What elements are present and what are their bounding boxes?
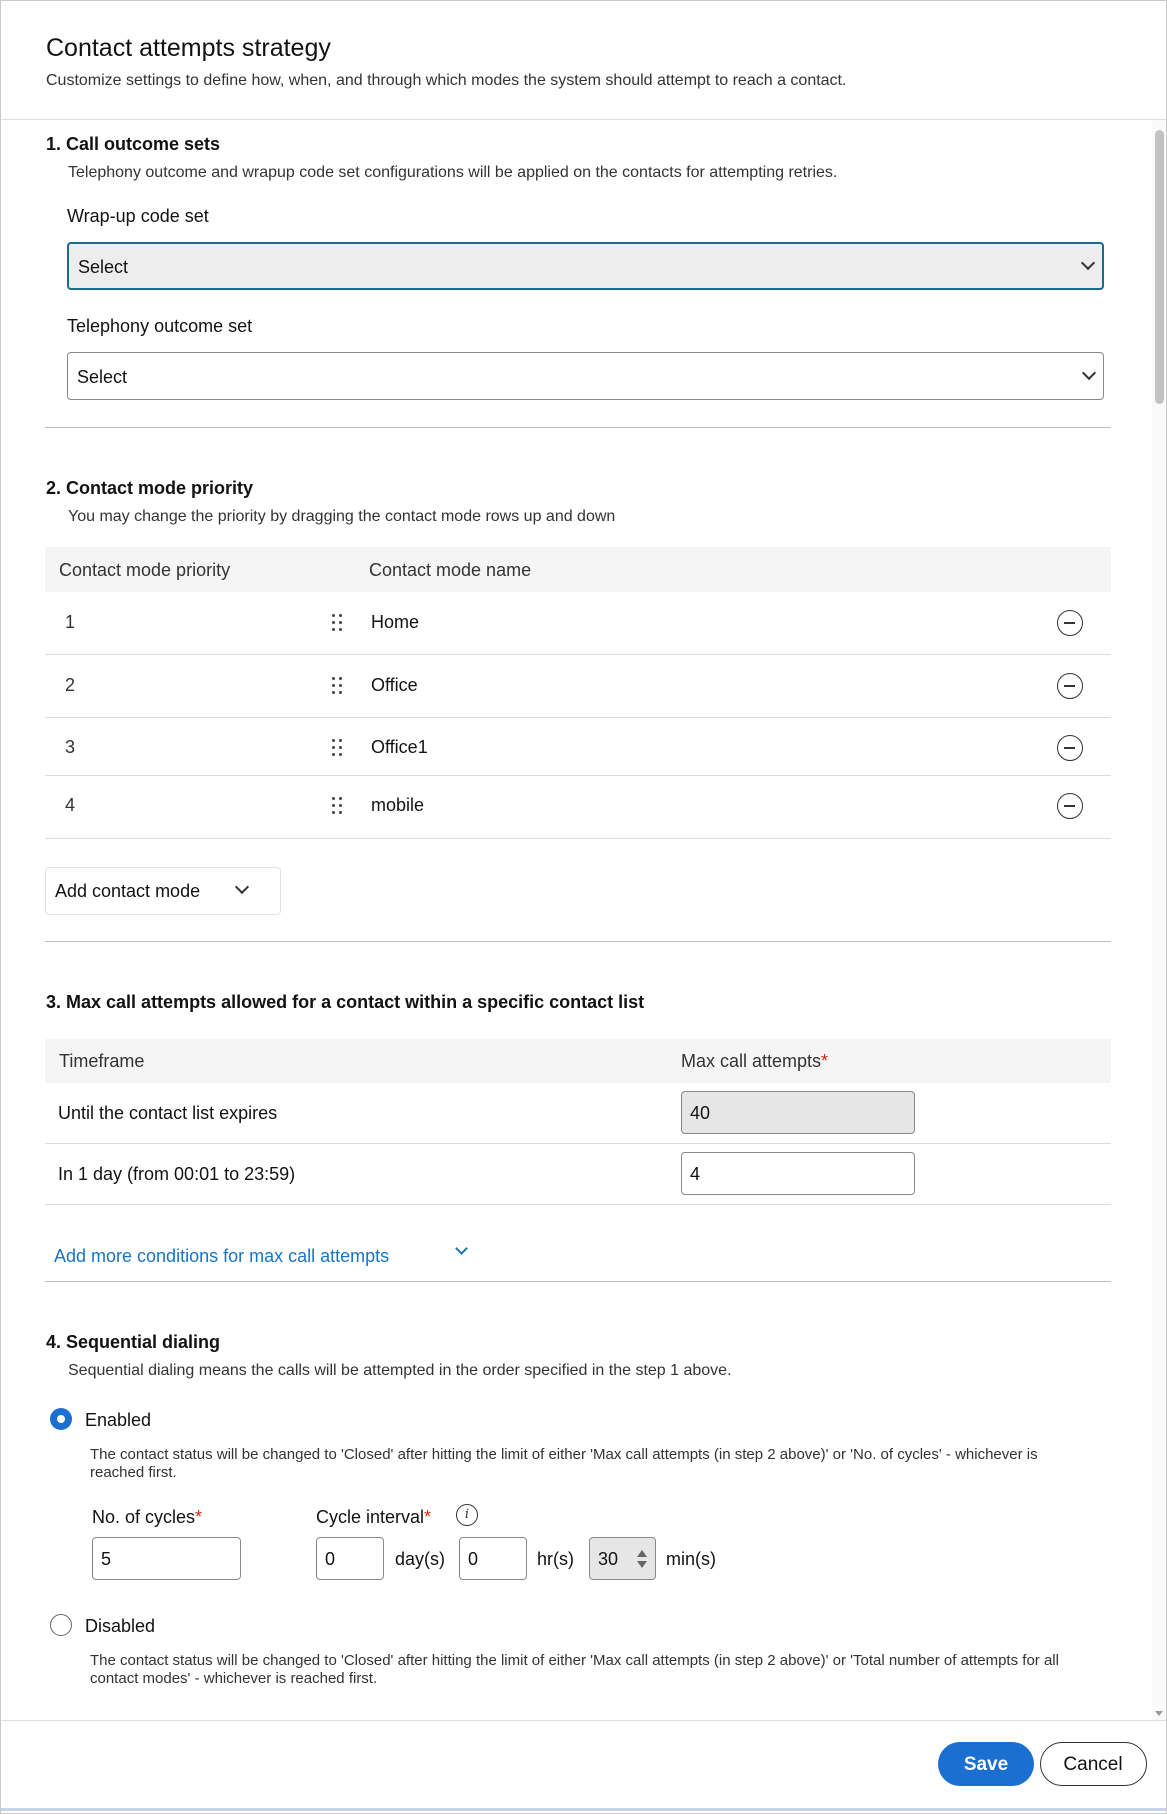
section-subtitle-contact-mode-priority: You may change the priority by dragging the contact mode rows up and down [68,508,616,525]
dialog-header [0,0,1167,120]
column-header-priority: Contact mode priority [59,560,231,580]
contact-mode-name: Home [371,612,420,632]
timeframe-label: In 1 day (from 00:01 to 23:59) [58,1164,296,1184]
column-header-max-attempts [681,1051,828,1072]
required-mark: * [821,1051,829,1071]
table-row[interactable] [45,776,1111,839]
cycles-label-text: No. of cycles [92,1507,196,1527]
contact-mode-name: Office1 [371,737,428,757]
max-attempts-input-per-day[interactable] [681,1152,915,1195]
interval-minutes-value: 30 [598,1549,619,1569]
column-header-mode-name: Contact mode name [369,560,532,580]
cycle-interval-label-text: Cycle interval [316,1507,425,1527]
spinner-up-icon[interactable] [637,1550,647,1557]
max-attempts-value: 4 [690,1164,701,1184]
cycles-value: 5 [101,1549,112,1569]
max-attempts-value: 40 [690,1103,711,1123]
table-row [45,1083,1111,1144]
wrapup-code-set-label: Wrap-up code set [67,206,209,226]
remove-circle-icon[interactable] [1057,610,1083,636]
remove-circle-icon[interactable] [1057,735,1083,761]
interval-hours-input[interactable] [459,1537,527,1580]
disabled-note: The contact status will be changed to 'Closed' after hitting the limit of either 'Max call attempts (in step 2 above)' or 'Total number of attempts for all contact modes' - whichever is reached first. [90,1652,1059,1687]
page-title: Contact attempts strategy [46,34,331,62]
chevron-down-icon [1082,366,1096,380]
cycle-interval-label [316,1507,431,1528]
chevron-down-icon[interactable] [455,1242,468,1255]
section-title-sequential-dialing: 4. Sequential dialing [46,1332,221,1352]
max-attempts-table-header [45,1039,1111,1083]
table-row[interactable] [45,718,1111,776]
add-contact-mode-label: Add contact mode [55,881,201,901]
max-attempts-header-text: Max call attempts [681,1051,822,1071]
interval-hours-value: 0 [468,1549,479,1569]
vertical-scrollbar[interactable] [1152,120,1167,1720]
chevron-down-icon [1081,256,1095,270]
telephony-outcome-set-select[interactable] [67,352,1104,400]
table-row[interactable] [45,655,1111,718]
section-divider [45,1281,1111,1282]
telephony-outcome-set-value: Select [77,367,128,387]
required-mark: * [424,1507,432,1527]
table-row [45,1144,1111,1205]
required-mark: * [195,1507,203,1527]
drag-handle-icon[interactable] [332,739,344,757]
add-contact-mode-button[interactable] [45,867,281,915]
hours-unit-label: hr(s) [537,1549,574,1569]
wrapup-code-set-value: Select [78,257,129,277]
drag-handle-icon[interactable] [332,677,344,695]
scroll-down-arrow-icon[interactable] [1155,1711,1163,1716]
max-attempts-input-until-expiry[interactable] [681,1091,915,1134]
section-subtitle-call-outcome-sets: Telephony outcome and wrapup code set configurations will be applied on the contacts for attempting retries. [68,164,838,181]
drag-handle-icon[interactable] [332,797,344,815]
section-divider [45,941,1111,942]
cancel-button[interactable] [1040,1742,1147,1786]
contact-mode-table-header [45,547,1111,592]
section-title-contact-mode-priority: 2. Contact mode priority [46,478,254,498]
interval-minutes-input[interactable] [589,1537,656,1580]
minutes-unit-label: min(s) [666,1549,716,1569]
section-title-max-call-attempts: 3. Max call attempts allowed for a contact within a specific contact list [46,992,645,1012]
add-more-conditions-link[interactable]: Add more conditions for max call attempts [54,1246,390,1266]
column-header-timeframe: Timeframe [59,1051,145,1071]
drag-handle-icon[interactable] [332,614,344,632]
priority-number: 3 [65,737,76,757]
section-subtitle-sequential-dialing: Sequential dialing means the calls will be attempted in the order specified in the step 1 above. [68,1362,732,1379]
interval-days-value: 0 [325,1549,336,1569]
spinner-down-icon[interactable] [637,1561,647,1568]
remove-circle-icon[interactable] [1057,673,1083,699]
wrapup-code-set-select[interactable] [67,242,1104,290]
timeframe-label: Until the contact list expires [58,1103,278,1123]
telephony-outcome-set-label: Telephony outcome set [67,316,253,336]
info-icon[interactable]: i [456,1504,478,1526]
enabled-radio[interactable] [50,1408,72,1430]
scrollbar-thumb[interactable] [1155,130,1164,404]
priority-number: 1 [65,612,76,632]
enabled-note: The contact status will be changed to 'Closed' after hitting the limit of either 'Max call attempts (in step 2 above)' or 'No. of cycles' - whichever is reached first. [90,1446,1038,1481]
contact-mode-name: Office [371,675,418,695]
bottom-accent-line [0,1808,1167,1811]
contact-mode-name: mobile [371,795,425,815]
priority-number: 4 [65,795,76,815]
dialog-footer [0,1720,1167,1814]
remove-circle-icon[interactable] [1057,793,1083,819]
interval-days-input[interactable] [316,1537,384,1580]
disabled-radio-label[interactable]: Disabled [85,1616,156,1636]
disabled-radio[interactable] [50,1614,72,1636]
cancel-button-label: Cancel [1063,1754,1123,1775]
section-title-call-outcome-sets: 1. Call outcome sets [46,134,221,154]
dialog-body [0,120,1152,1720]
save-button[interactable] [938,1742,1034,1786]
days-unit-label: day(s) [395,1549,446,1569]
table-row[interactable] [45,592,1111,655]
save-button-label: Save [963,1754,1009,1775]
cycles-input[interactable] [92,1537,241,1580]
enabled-radio-label[interactable]: Enabled [85,1410,152,1430]
section-divider [45,427,1111,428]
priority-number: 2 [65,675,76,695]
page-subtitle: Customize settings to define how, when, and through which modes the system should attempt to reach a contact. [46,72,847,89]
cycles-label [92,1507,202,1528]
chevron-down-icon [235,880,249,894]
